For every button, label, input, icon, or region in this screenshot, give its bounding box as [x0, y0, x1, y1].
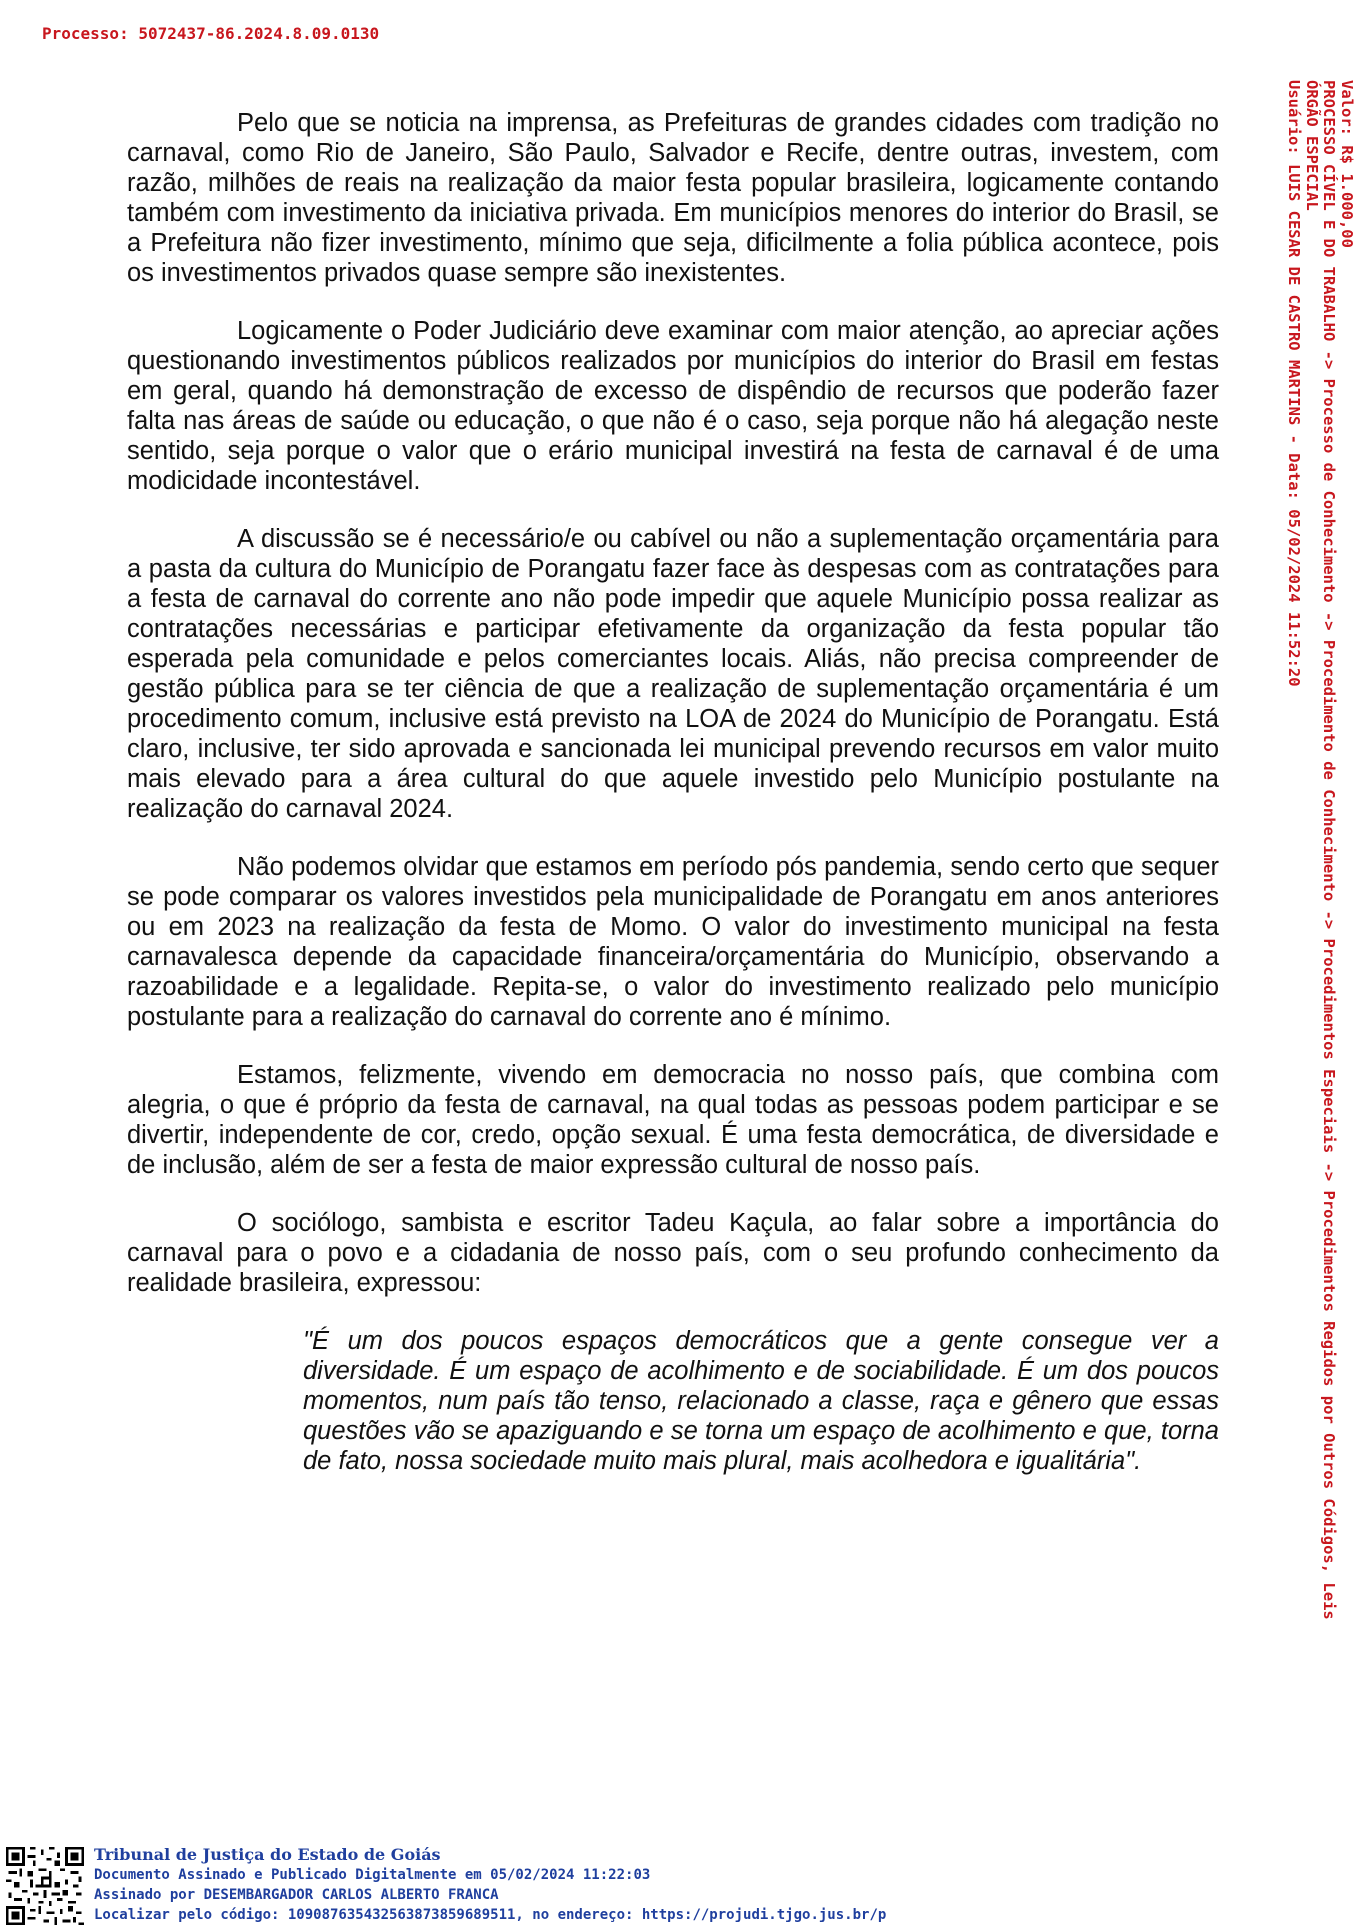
stamp-path: PROCESSO CÍVEL E DO TRABALHO -> Processo de Conhecimento -> Procedimento de Conhecimento -> Procedimentos Especiais -> Procedimentos Regidos por Outros Códigos, Leis — [1320, 80, 1339, 1620]
stamp-value: Valor: R$ 1.000,00 — [1338, 80, 1356, 248]
paragraph-1: Pelo que se noticia na imprensa, as Prefeituras de grandes cidades com tradição no carnaval, como Rio de Janeiro, São Paulo, Salvador e Recife, dentre outras, investem, com razão, milhões de reais na realização da maior festa popular brasileira, logicamente contando também com investimento da iniciativa privada. Em municípios menores do interior do Brasil, se a Prefeitura não fizer investimento, mínimo que seja, dificilmente a folia pública acontece, pois os investimentos privados quase sempre são inexistentes. — [127, 109, 1219, 287]
paragraph-4: Não podemos olvidar que estamos em período pós pandemia, sendo certo que sequer se pode comparar os valores investidos pela municipalidade de Porangatu em anos anteriores ou em 2023 na realização da festa de Momo. O valor do investimento municipal na festa carnavalesca depende da capacidade financeira/orçamentária do Município, observando a razoabilidade e a legalidade. Repita-se, o valor do investimento realizado pelo município postulante para a realização do carnaval do corrente ano é mínimo. — [127, 853, 1219, 1031]
document-body — [127, 108, 1219, 1476]
signed-published: Documento Assinado e Publicado Digitalmente em 05/02/2024 11:22:03 — [94, 1867, 651, 1883]
paragraph-2: Logicamente o Poder Judiciário deve examinar com maior atenção, ao apreciar ações questionando investimentos públicos realizados por municípios do interior do Brasil em festas em geral, quando há demonstração de excesso de dispêndio de recursos que poderão fazer falta nas áreas de saúde ou educação, o que não é o caso, seja porque não há alegação neste sentido, seja porque o valor que o erário municipal investirá na festa de carnaval é de uma modicidade incontestável. — [127, 317, 1219, 495]
side-stamp — [1285, 80, 1355, 1620]
paragraph-6: O sociólogo, sambista e escritor Tadeu Kaçula, ao falar sobre a importância do carnaval para o povo e a cidadania de nosso país, com o seu profundo conhecimento da realidade brasileira, expressou: — [127, 1209, 1219, 1297]
locate-code: Localizar pelo código: 109087635432563873859689511, no endereço: https://projudi.tjgo.jus.br/p — [94, 1907, 887, 1923]
court-name: Tribunal de Justiça do Estado de Goiás — [94, 1845, 441, 1864]
quotation: "É um dos poucos espaços democráticos que a gente consegue ver a diversidade. É um espaço de acolhimento e de sociabilidade. É um dos poucos momentos, num país tão tenso, relacionado a classe, raça e gênero que essas questões vão se apaziguando e se torna um espaço de acolhimento e que, torna de fato, nossa sociedade muito mais plural, mais acolhedora e igualitária". — [303, 1327, 1219, 1475]
stamp-user: Usuário: LUIS CESAR DE CASTRO MARTINS - Data: 05/02/2024 11:52:20 — [1285, 80, 1304, 687]
paragraph-5: Estamos, felizmente, vivendo em democracia no nosso país, que combina com alegria, o que é próprio da festa de carnaval, na qual todas as pessoas podem participar e se divertir, independente de cor, credo, opção sexual. É uma festa democrática, de diversidade e de inclusão, além de ser a festa de maior expressão cultural de nosso país. — [127, 1061, 1219, 1179]
signature-footer — [6, 1845, 1246, 1927]
qr-code-icon — [6, 1847, 84, 1925]
paragraph-3: A discussão se é necessário/e ou cabível ou não a suplementação orçamentária para a pasta da cultura do Município de Porangatu fazer face às despesas com as contratações para a festa de carnaval do corrente ano não pode impedir que aquele Município possa realizar as contratações necessárias e participar efetivamente da organização da festa popular tão esperada pela comunidade e pelos comerciantes locais. Aliás, não precisa compreender de gestão pública para se ter ciência de que a realização de suplementação orçamentária é um procedimento comum, inclusive está previsto na LOA de 2024 do Município de Porangatu. Está claro, inclusive, ter sido aprovada e sancionada lei municipal prevendo recursos em valor muito mais elevado para a área cultural do que aquele investido pelo Município postulante na realização do carnaval 2024. — [127, 525, 1219, 823]
signed-by: Assinado por DESEMBARGADOR CARLOS ALBERTO FRANCA — [94, 1887, 499, 1903]
process-number: Processo: 5072437-86.2024.8.09.0130 — [42, 24, 380, 43]
footer-text — [94, 1845, 886, 1925]
stamp-organ: ÓRGÃO ESPECIAL — [1303, 80, 1321, 211]
